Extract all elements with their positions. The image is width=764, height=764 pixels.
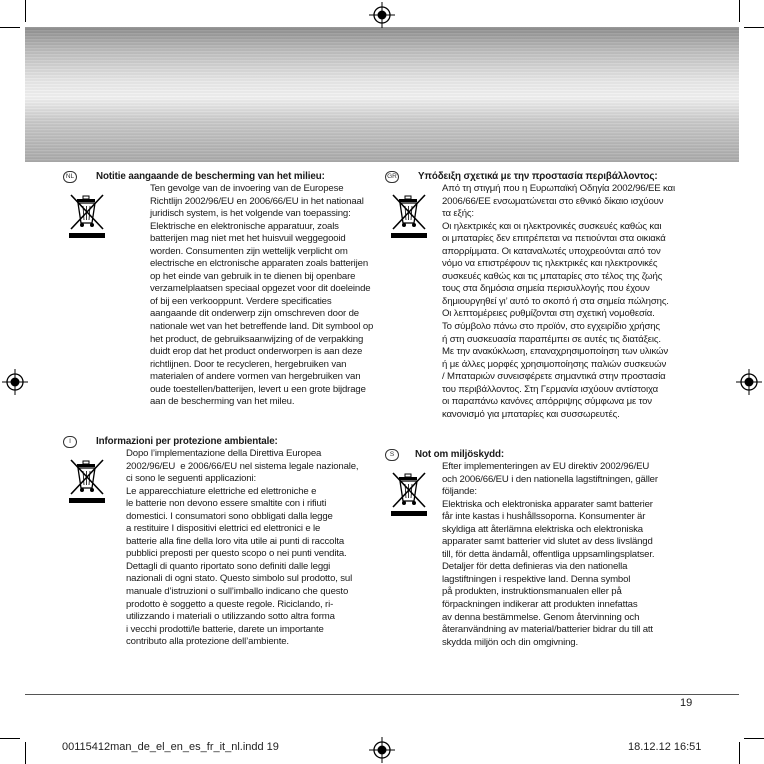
registration-mark-icon xyxy=(369,737,395,763)
language-badge: NL xyxy=(63,171,77,183)
section-title: Notitie aangaande de bescherming van het milieu: xyxy=(96,171,325,182)
crop-mark xyxy=(0,738,20,739)
weee-crossed-bin-icon xyxy=(67,456,107,504)
section-text: Ten gevolge van de invoering van de Europese Richtlijn 2002/96/EU en 2006/66/EU in het nationaal juridisch system, is het volgende van toepassing: Elektrische en elektronische apparatuur, zoals batterijen mag niet met het huisvuil weggegooid worden. Consumenten zijn wettelijk verplicht om electrische en elctronische apparaten zoals batterijen op het einde van gebruik in te dienen bij openbare verzamelplaatsen speciaal opgezet voor dit doeleinde of bij een verkooppunt. Verdere specificaties aangaande dit onderwerp zijn omschreven door de nationale wet van het betreffende land. Dit symbool op het product, de gebruiksaanwijzing of de verpakking duidt erop dat het product onderworpen is aan deze richtlijnen. Door te recycleren, hergebruiken van materialen of andere vormen van hergebruiken van oude toestellen/batterijen, levert u een grote bijdrage aan de bescherming van het mileu. xyxy=(150,183,374,408)
section-gr xyxy=(385,171,715,420)
language-badge: I xyxy=(63,436,77,448)
crop-mark xyxy=(739,742,740,764)
weee-crossed-bin-icon xyxy=(389,191,429,239)
registration-mark-icon xyxy=(369,2,395,28)
language-badge: GR xyxy=(385,171,399,183)
section-text: Dopo l’implementazione della Direttiva Europea 2002/96/EU e 2006/66/EU nel sistema legale nazionale, ci sono le seguenti applicazioni: Le apparecchiature elettriche ed elettroniche e le batterie non devono essere smaltite con i rifiuti domestici. I consumatori sono obbligati dalla legge a restituire I dispositivi elettrici ed elettronici e le batterie alla fine della loro vita utile ai punti di raccolta pubblici preposti per questo scopo o nei punti vendita. Dettagli di quanto riportato sono definiti dalle leggi nazionali di ogni stato. Questo simbolo sul prodotto, sul manuale d’istruzioni o sull’imballo indicano che questo prodotto è soggetto a queste regole. Riciclando, ri- utilizzando i materiali o utilizzando sotto altra forma i vecchi prodotti/le batterie, darete un importante contributo alla protezione dell’ambiente. xyxy=(126,448,359,648)
bottom-rule xyxy=(25,694,739,695)
crop-mark xyxy=(25,742,26,764)
crop-mark xyxy=(744,738,764,739)
section-text: Efter implementeringen av EU direktiv 2002/96/EU och 2006/66/EU i den nationella lagstiftningen, gäller följande: Elektriska och elektroniska apparater samt batterier får inte kastas i hushållssoporna. Konsumenter är skyldiga att återlämna elektriska och elektroniska apparater samt batterier vid slutet av dess livslängd till, för detta ändamål, offentliga uppsamlingsplatser. Detaljer för detta definieras via den nationella lagstiftningen i respektive land. Denna symbol på produkten, instruktionsmanualen eller på förpackningen indikerar att produkten innefattas av denna bestämmelse. Genom återvinning och återanvändning av material/batterier bidrar du till att skydda miljön och din omgivning. xyxy=(442,461,658,648)
section-title: Υπόδειξη σχετικά με την προστασία περιβάλλοντος: xyxy=(418,171,658,182)
language-badge: S xyxy=(385,449,399,461)
registration-mark-icon xyxy=(2,369,28,395)
slug-datetime: 18.12.12 16:51 xyxy=(628,741,702,753)
crop-mark xyxy=(744,27,764,28)
header-banner xyxy=(25,27,739,162)
weee-crossed-bin-icon xyxy=(67,191,107,239)
section-text: Από τη στιγμή που η Ευρωπαϊκή Οδηγία 2002/96/ΕE και 2006/66/EE ενσωματώνεται στο εθνικό δίκαιο ισχύουν τα εξής: Οι ηλεκτρικές και οι ηλεκτρονικές συσκευές καθώς και οι μπαταρίες δεν επιτρέπεται να πετιούνται στα οικιακά απορρίμματα. Οι καταναλωτές υποχρεούνται από τον νόμο να επιστρέφουν τις ηλεκτρικές και ηλεκτρονικές συσκευές καθώς και τις μπαταρίες στο τέλος της ζωής τους στα δημόσια σημεία περισυλλογής που έχουν δημιουργηθεί γι’ αυτό το σκοπό ή στα σημεία πώλησης. Οι λεπτομέρειες ρυθμίζονται στη σχετική νομοθεσία. Το σύμβολο πάνω στο προϊόν, στο εγχειρίδιο χρήσης ή στη συσκευασία παραπέμπει σε αυτές τις διατάξεις. Με την ανακύκλωση, επαναχρησιμοποίηση των υλικών ή με άλλες μορφές χρησιμοποίησης παλιών συσκευών / Μπαταριών συνεισφέρετε σημαντικά στην προστασία του περιβάλλοντος. Στη Γερμανία ισχύουν αντίστοιχα οι παραπάνω κανόνες απόρριψης σύμφωνα με τον κανονισμό για μπαταρίες και συσσωρευτές. xyxy=(442,183,675,420)
section-title: Not om miljöskydd: xyxy=(415,449,505,460)
section-se xyxy=(385,449,715,648)
page-number: 19 xyxy=(680,697,693,709)
weee-crossed-bin-icon xyxy=(389,469,429,517)
slug-filename: 00115412man_de_el_en_es_fr_it_nl.indd 19 xyxy=(62,741,279,753)
section-it xyxy=(63,436,368,648)
crop-mark xyxy=(25,0,26,22)
crop-mark xyxy=(739,0,740,22)
registration-mark-icon xyxy=(736,369,762,395)
crop-mark xyxy=(0,27,20,28)
section-title: Informazioni per protezione ambientale: xyxy=(96,436,278,447)
section-nl xyxy=(63,171,374,408)
